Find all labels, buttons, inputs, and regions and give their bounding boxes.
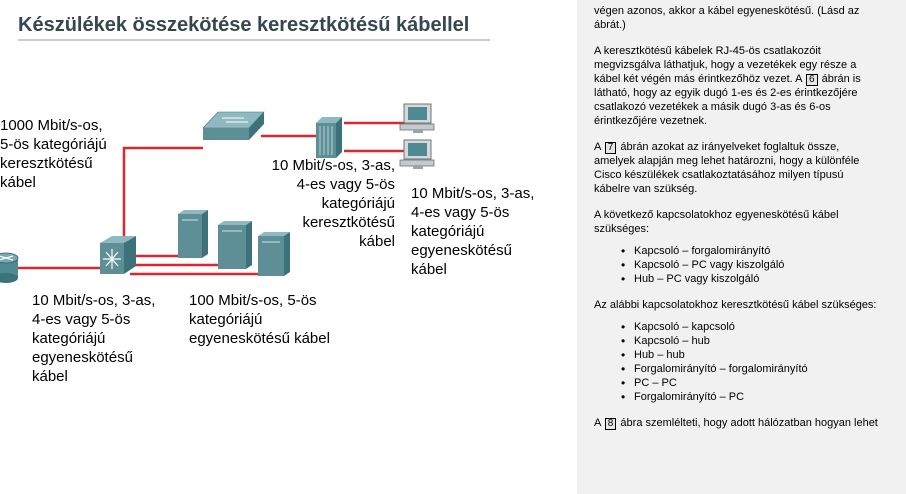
workgroup-switch-icon [203, 112, 264, 140]
paragraph-1: A keresztkötésű kábelek RJ-45-ös csatlakozóit megvizsgálva láthatjuk, hogy a vezetékek egy része a kábel két végén más érintkezőhöz vezet. A 6 ábrán is látható, hogy az egyik dugó 1-es és 2-es érintkezőjére csatlakozó vezetékek a másik dugó 3-as és 6-os érintkezőjére vezetnek. [594, 45, 861, 127]
caption-10-straight-bottom: 10 Mbit/s-os, 3-as, 4-es vagy 5-ös kategóriájú egyeneskötésű kábel [32, 292, 156, 385]
hub-icon [316, 117, 342, 158]
paragraph-2: A 7 ábrán azokat az irányelveket foglaltuk össze, amelyek alapján meg lehet határozni, hogy a különféle Cisco készülékek csatlakoztatásához milyen típusú kábelre van szükség. [594, 141, 860, 195]
text-panel [577, 0, 906, 494]
figure-link-7[interactable]: 7 [605, 142, 617, 154]
caption-10-crossover: 10 Mbit/s-os, 3-as, 4-es vagy 5-ös kategóriájú keresztkötésű kábel [271, 157, 395, 250]
switch-icon [100, 236, 136, 274]
server-2-icon [218, 221, 252, 269]
list-item: • Forgalomirányító – PC [634, 390, 906, 404]
paragraph-0: végen azonos, akkor a kábel egyeneskötésű. (Lásd az ábrát.) [594, 5, 860, 31]
list-item: • Kapcsoló – PC vagy kiszolgáló [634, 258, 906, 272]
paragraph-4: Az alábbi kapcsolatokhoz keresztkötésű kábel szükséges: [594, 299, 877, 311]
paragraph-3: A következő kapcsolatokhoz egyeneskötésű kábel szükséges: [594, 209, 839, 235]
figure-link-6[interactable]: 6 [806, 74, 818, 86]
router-icon [0, 253, 18, 283]
list-item: • Forgalomirányító – forgalomirányító [634, 362, 906, 376]
crossover-cable-list [594, 320, 906, 404]
caption-100-straight: 100 Mbit/s-os, 5-ös kategóriájú egyeneskötésű kábel [189, 292, 330, 347]
list-item: • Hub – PC vagy kiszolgáló [634, 272, 906, 286]
server-1-icon [178, 210, 208, 258]
list-item: • PC – PC [634, 376, 906, 390]
list-item: • Kapcsoló – hub [634, 334, 906, 348]
caption-10-straight-right: 10 Mbit/s-os, 3-as, 4-es vagy 5-ös kategóriájú egyeneskötésű kábel [411, 185, 535, 278]
figure-title: Készülékek összekötése keresztkötésű kábellel [18, 14, 470, 36]
straight-cable-list [594, 244, 906, 286]
paragraph-5: A 8 ábra szemlélteti, hogy adott hálózatban hogyan lehet [594, 417, 878, 429]
list-item: • Hub – hub [634, 348, 906, 362]
caption-1000-crossover: 1000 Mbit/s-os, 5-ös kategóriájú keresztkötésű kábel [0, 117, 107, 191]
pc-top-icon [400, 104, 434, 133]
list-item: • Kapcsoló – kapcsoló [634, 320, 906, 334]
figure-link-8[interactable]: 8 [605, 418, 617, 430]
list-item: • Kapcsoló – forgalomirányító [634, 244, 906, 258]
pc-bottom-icon [400, 140, 434, 169]
